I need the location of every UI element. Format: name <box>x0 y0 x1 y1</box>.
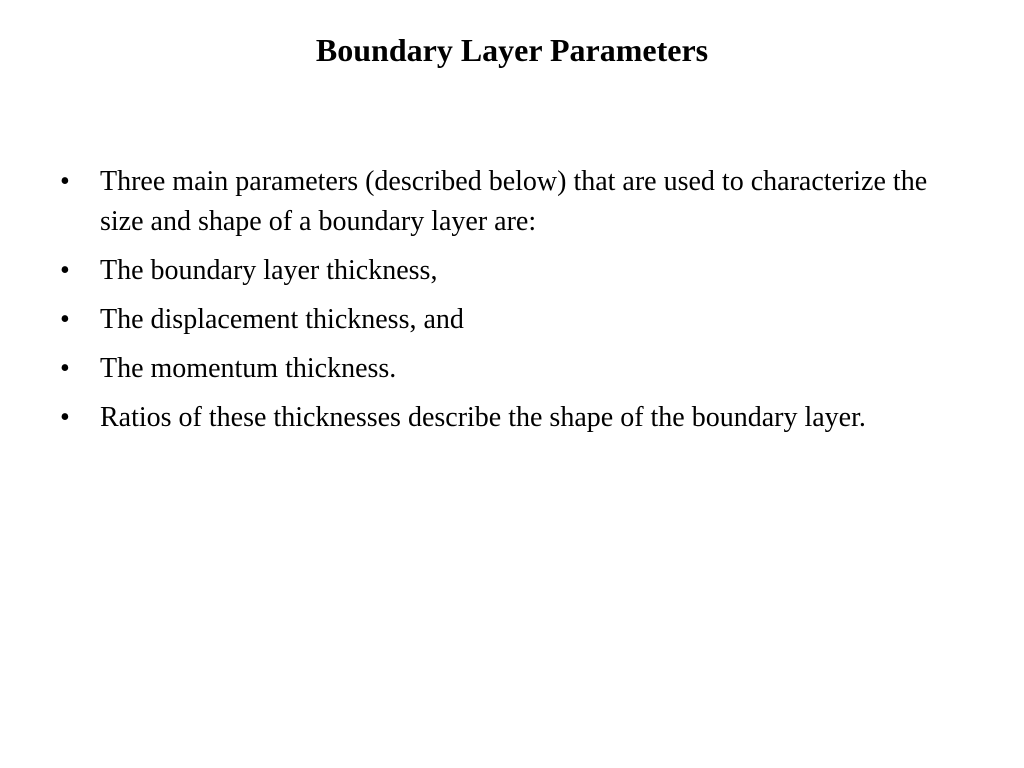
bullet-item <box>60 349 970 389</box>
bullet-item <box>60 300 970 340</box>
bullet-icon: • <box>60 402 70 433</box>
bullet-text: The momentum thickness. <box>100 353 397 384</box>
bullet-icon: • <box>60 255 70 286</box>
bullet-icon: • <box>60 353 70 384</box>
bullet-icon: • <box>60 166 70 197</box>
bullet-text: Ratios of these thicknesses describe the shape of the boundary layer. <box>100 402 866 433</box>
bullet-icon: • <box>60 304 70 335</box>
bullet-item <box>60 398 970 438</box>
bullet-text: The displacement thickness, and <box>100 304 464 335</box>
slide-title: Boundary Layer Parameters <box>315 32 709 68</box>
bullet-text: Three main parameters (described below) that are used to characterize the size and shape of a boundary layer are: <box>100 166 928 237</box>
bullet-item <box>60 162 970 242</box>
bullet-item <box>60 251 970 291</box>
bullet-text: The boundary layer thickness, <box>100 255 438 286</box>
bullet-list <box>60 162 970 447</box>
